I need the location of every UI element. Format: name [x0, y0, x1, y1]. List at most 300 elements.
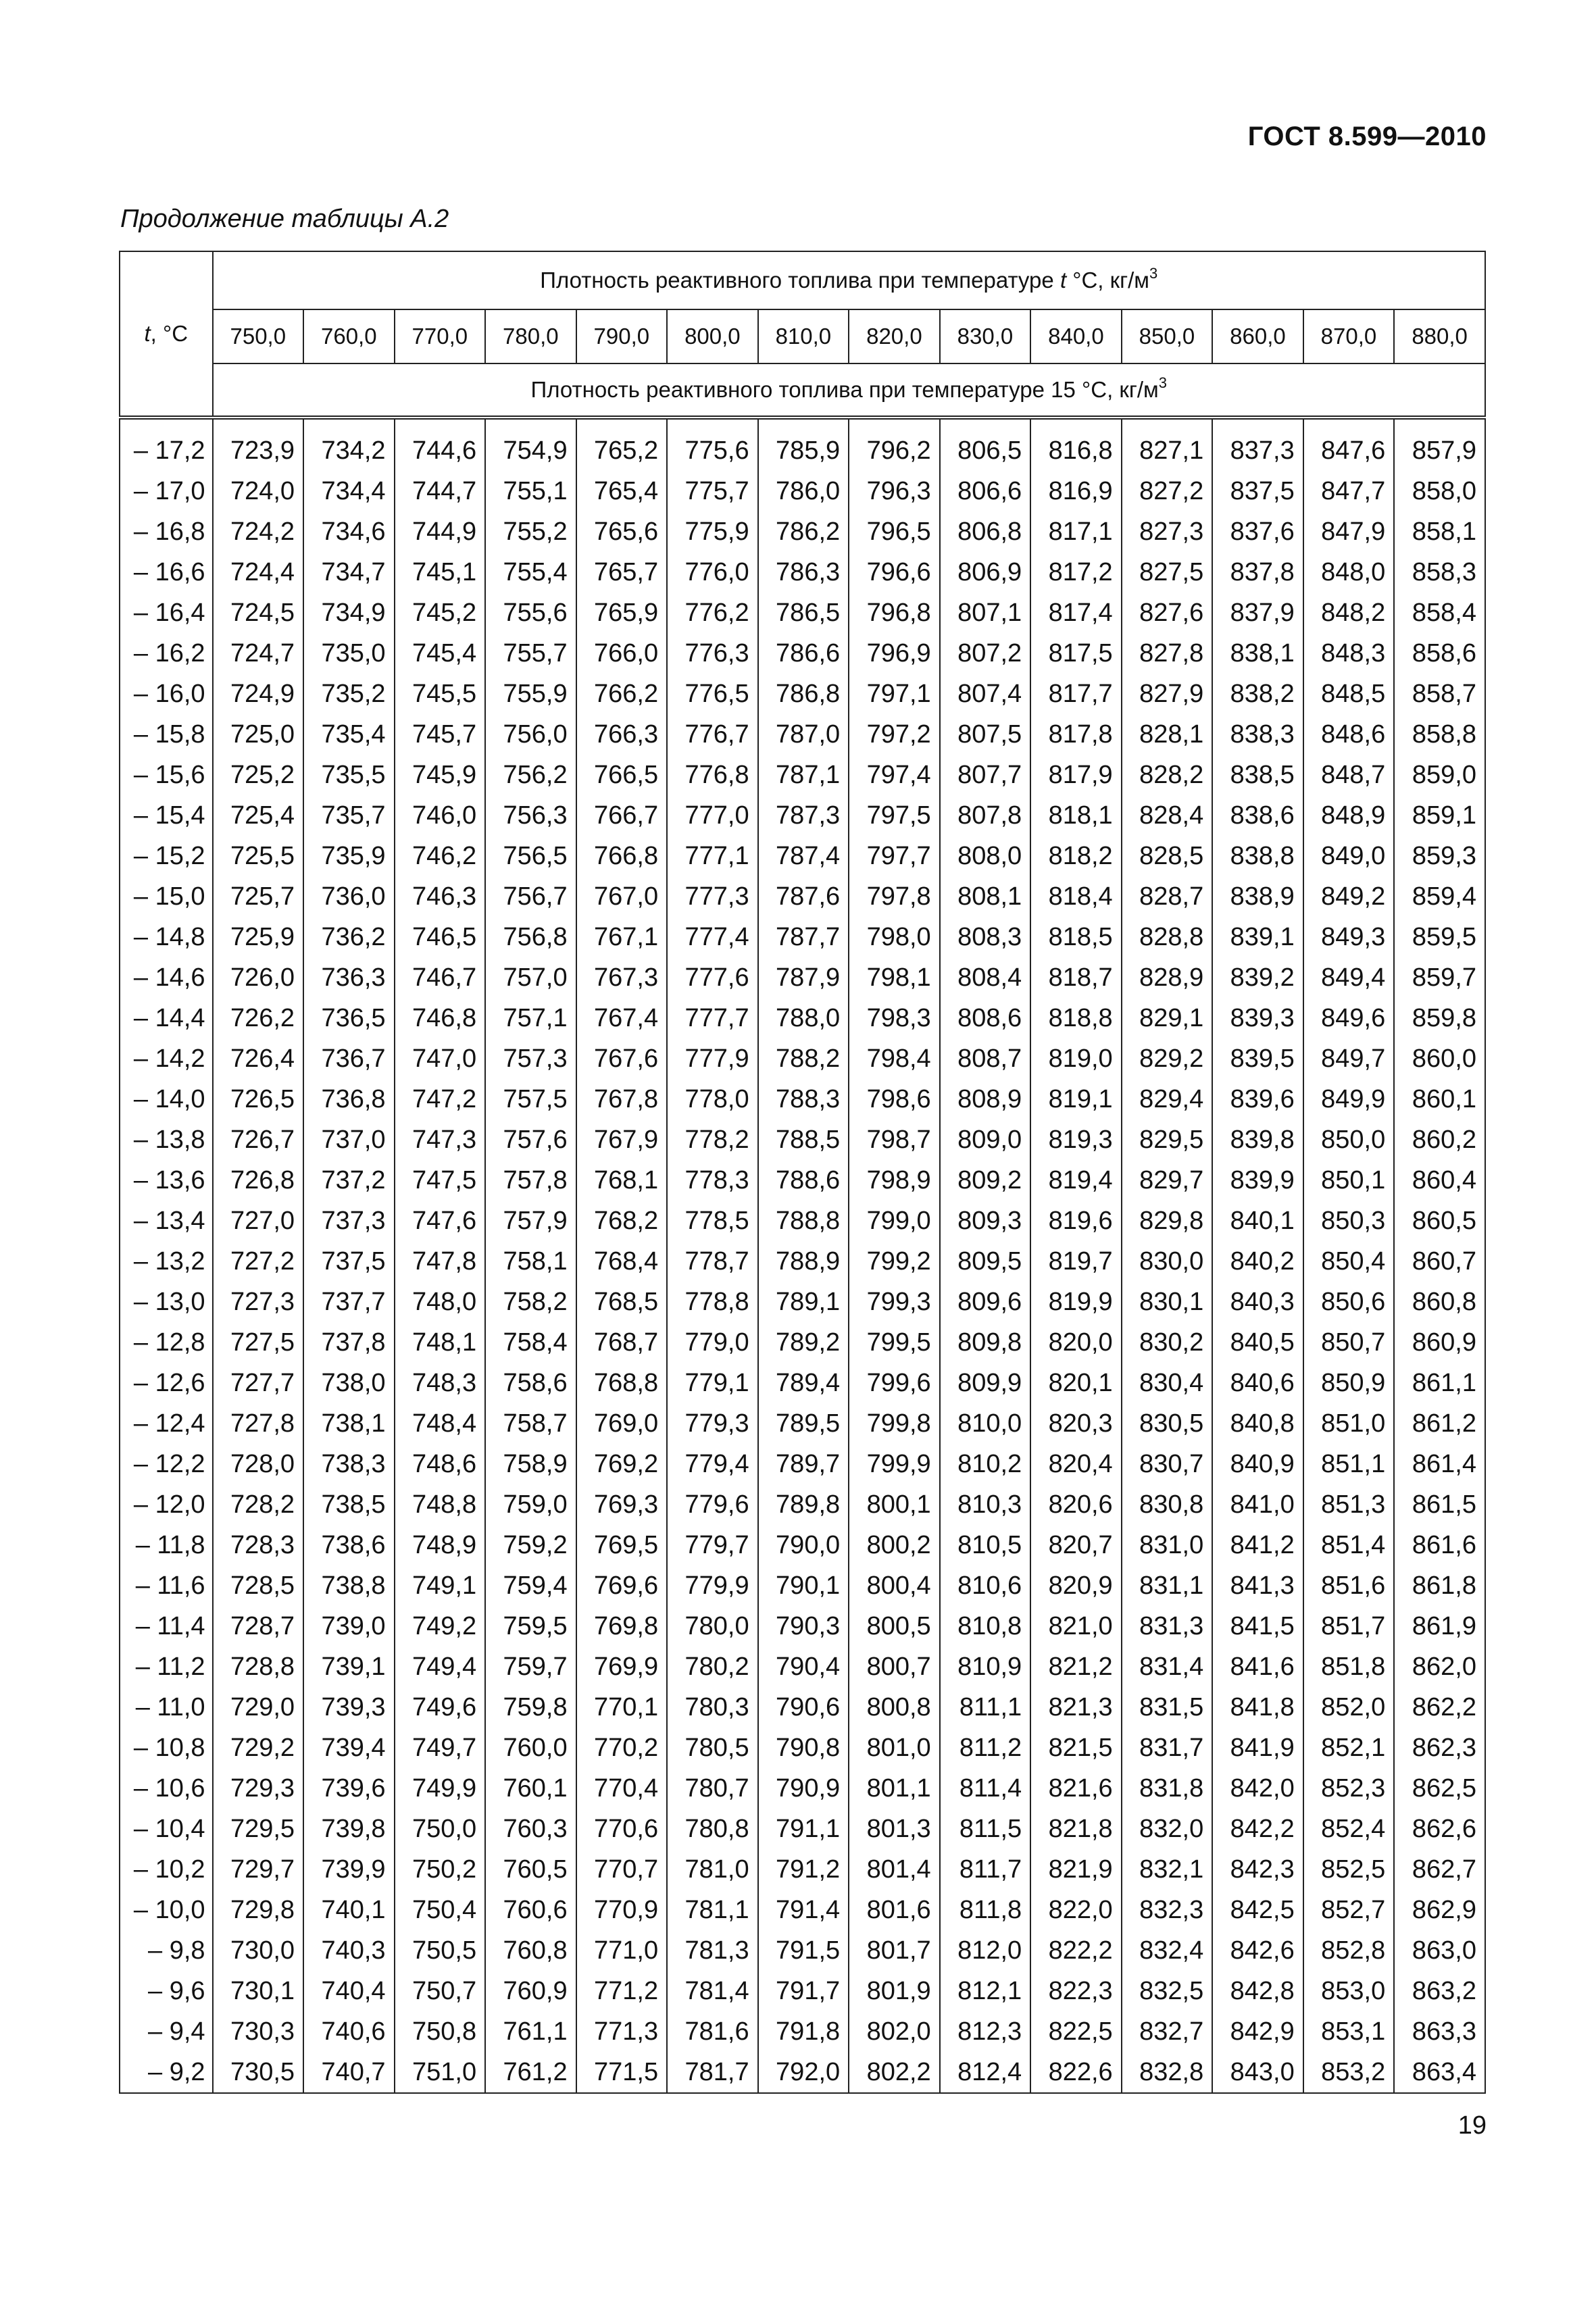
density-cell: 781,6: [667, 2011, 758, 2052]
density-cell: 759,2: [485, 1525, 576, 1565]
density-cell: 726,8: [213, 1160, 304, 1201]
density-cell: 832,3: [1122, 1890, 1213, 1930]
density-cell: 849,6: [1303, 998, 1395, 1038]
density-cell: 821,8: [1030, 1809, 1122, 1849]
density-cell: 768,1: [576, 1160, 668, 1201]
density-cell: 767,3: [576, 957, 668, 998]
density-cell: 766,0: [576, 633, 668, 674]
density-cell: 769,3: [576, 1484, 668, 1525]
column-value-header: 810,0: [758, 309, 849, 363]
density-cell: 789,7: [758, 1444, 849, 1484]
density-cell: 862,0: [1394, 1646, 1485, 1687]
density-cell: 830,1: [1122, 1282, 1213, 1322]
density-cell: 838,3: [1212, 714, 1303, 755]
density-cell: 839,9: [1212, 1160, 1303, 1201]
density-cell: 746,0: [395, 795, 486, 836]
density-cell: 768,8: [576, 1363, 668, 1403]
density-cell: 817,8: [1030, 714, 1122, 755]
table-subtitle-header: [213, 363, 1485, 418]
density-cell: 789,1: [758, 1282, 849, 1322]
density-cell: 739,1: [303, 1646, 395, 1687]
density-cell: 801,6: [849, 1890, 940, 1930]
density-cell: 837,9: [1212, 593, 1303, 633]
density-cell: 791,5: [758, 1930, 849, 1971]
density-cell: 828,4: [1122, 795, 1213, 836]
density-cell: 849,3: [1303, 917, 1395, 957]
density-cell: 778,2: [667, 1120, 758, 1160]
density-cell: 756,7: [485, 876, 576, 917]
density-cell: 761,2: [485, 2052, 576, 2093]
density-cell: 758,9: [485, 1444, 576, 1484]
density-cell: 840,6: [1212, 1363, 1303, 1403]
density-cell: 817,7: [1030, 674, 1122, 714]
density-cell: 801,4: [849, 1849, 940, 1890]
density-cell: 739,6: [303, 1768, 395, 1809]
density-cell: 848,2: [1303, 593, 1395, 633]
density-cell: 757,1: [485, 998, 576, 1038]
density-cell: 748,1: [395, 1322, 486, 1363]
temperature-cell: – 9,4: [120, 2011, 213, 2052]
density-cell: 821,0: [1030, 1606, 1122, 1646]
density-cell: 799,8: [849, 1403, 940, 1444]
density-cell: 737,0: [303, 1120, 395, 1160]
density-cell: 812,3: [940, 2011, 1031, 2052]
density-cell: 858,0: [1394, 471, 1485, 511]
density-cell: 739,9: [303, 1849, 395, 1890]
column-value-header: 750,0: [213, 309, 304, 363]
density-cell: 738,5: [303, 1484, 395, 1525]
density-cell: 808,3: [940, 917, 1031, 957]
density-cell: 758,1: [485, 1241, 576, 1282]
density-cell: 830,8: [1122, 1484, 1213, 1525]
density-cell: 737,3: [303, 1201, 395, 1241]
density-cell: 806,5: [940, 418, 1031, 471]
table-row: [120, 1038, 1485, 1079]
density-cell: 849,0: [1303, 836, 1395, 876]
density-cell: 847,6: [1303, 418, 1395, 471]
density-cell: 827,3: [1122, 511, 1213, 552]
density-cell: 786,3: [758, 552, 849, 593]
density-cell: 727,5: [213, 1322, 304, 1363]
density-cell: 798,4: [849, 1038, 940, 1079]
density-cell: 849,7: [1303, 1038, 1395, 1079]
density-cell: 832,8: [1122, 2052, 1213, 2093]
density-cell: 760,5: [485, 1849, 576, 1890]
density-cell: 817,2: [1030, 552, 1122, 593]
density-cell: 800,7: [849, 1646, 940, 1687]
temperature-cell: – 12,2: [120, 1444, 213, 1484]
density-cell: 859,5: [1394, 917, 1485, 957]
density-cell: 736,7: [303, 1038, 395, 1079]
density-cell: 858,1: [1394, 511, 1485, 552]
density-cell: 852,4: [1303, 1809, 1395, 1849]
density-cell: 861,9: [1394, 1606, 1485, 1646]
table-row: [120, 1484, 1485, 1525]
density-cell: 818,1: [1030, 795, 1122, 836]
density-cell: 756,5: [485, 836, 576, 876]
density-cell: 862,3: [1394, 1728, 1485, 1768]
temperature-cell: – 10,8: [120, 1728, 213, 1768]
density-cell: 791,1: [758, 1809, 849, 1849]
density-cell: 838,6: [1212, 795, 1303, 836]
density-cell: 750,0: [395, 1809, 486, 1849]
density-cell: 769,6: [576, 1565, 668, 1606]
density-cell: 770,7: [576, 1849, 668, 1890]
density-cell: 859,4: [1394, 876, 1485, 917]
table-caption: Продолжение таблицы А.2: [120, 205, 449, 233]
density-cell: 759,7: [485, 1646, 576, 1687]
density-cell: 831,0: [1122, 1525, 1213, 1565]
density-cell: 849,2: [1303, 876, 1395, 917]
density-cell: 797,7: [849, 836, 940, 876]
density-cell: 849,9: [1303, 1079, 1395, 1120]
density-cell: 819,6: [1030, 1201, 1122, 1241]
density-cell: 829,5: [1122, 1120, 1213, 1160]
temperature-column-header: [120, 251, 213, 418]
density-cell: 832,5: [1122, 1971, 1213, 2011]
density-cell: 781,4: [667, 1971, 758, 2011]
density-cell: 728,7: [213, 1606, 304, 1646]
density-cell: 807,2: [940, 633, 1031, 674]
table-row: [120, 1120, 1485, 1160]
density-cell: 779,3: [667, 1403, 758, 1444]
density-cell: 739,0: [303, 1606, 395, 1646]
density-cell: 853,1: [1303, 2011, 1395, 2052]
temperature-cell: – 16,2: [120, 633, 213, 674]
table-row: [120, 1282, 1485, 1322]
density-cell: 789,5: [758, 1403, 849, 1444]
density-cell: 777,4: [667, 917, 758, 957]
density-cell: 818,5: [1030, 917, 1122, 957]
density-cell: 828,9: [1122, 957, 1213, 998]
density-cell: 863,4: [1394, 2052, 1485, 2093]
density-cell: 737,7: [303, 1282, 395, 1322]
density-cell: 758,4: [485, 1322, 576, 1363]
density-cell: 800,4: [849, 1565, 940, 1606]
density-cell: 767,0: [576, 876, 668, 917]
density-cell: 781,0: [667, 1849, 758, 1890]
density-cell: 734,9: [303, 593, 395, 633]
density-cell: 780,2: [667, 1646, 758, 1687]
density-cell: 821,3: [1030, 1687, 1122, 1728]
density-cell: 798,9: [849, 1160, 940, 1201]
density-cell: 851,1: [1303, 1444, 1395, 1484]
density-cell: 738,8: [303, 1565, 395, 1606]
density-cell: 776,3: [667, 633, 758, 674]
temperature-cell: – 17,0: [120, 471, 213, 511]
density-cell: 860,1: [1394, 1079, 1485, 1120]
density-cell: 830,0: [1122, 1241, 1213, 1282]
density-cell: 820,1: [1030, 1363, 1122, 1403]
density-cell: 757,0: [485, 957, 576, 998]
density-cell: 749,2: [395, 1606, 486, 1646]
density-cell: 770,9: [576, 1890, 668, 1930]
density-cell: 750,2: [395, 1849, 486, 1890]
density-cell: 840,5: [1212, 1322, 1303, 1363]
table-row: [120, 957, 1485, 998]
density-cell: 862,5: [1394, 1768, 1485, 1809]
density-cell: 787,6: [758, 876, 849, 917]
temperature-cell: – 10,6: [120, 1768, 213, 1809]
density-cell: 852,5: [1303, 1849, 1395, 1890]
temperature-cell: – 14,0: [120, 1079, 213, 1120]
density-cell: 862,2: [1394, 1687, 1485, 1728]
table-row: [120, 511, 1485, 552]
density-cell: 748,0: [395, 1282, 486, 1322]
density-cell: 810,3: [940, 1484, 1031, 1525]
density-cell: 727,0: [213, 1201, 304, 1241]
density-cell: 861,5: [1394, 1484, 1485, 1525]
density-cell: 858,7: [1394, 674, 1485, 714]
density-cell: 831,4: [1122, 1646, 1213, 1687]
density-cell: 729,3: [213, 1768, 304, 1809]
density-cell: 796,2: [849, 418, 940, 471]
density-cell: 806,9: [940, 552, 1031, 593]
density-cell: 860,2: [1394, 1120, 1485, 1160]
density-cell: 808,9: [940, 1079, 1031, 1120]
density-cell: 807,7: [940, 755, 1031, 795]
density-cell: 790,8: [758, 1728, 849, 1768]
density-cell: 799,0: [849, 1201, 940, 1241]
density-cell: 786,5: [758, 593, 849, 633]
density-cell: 754,9: [485, 418, 576, 471]
density-cell: 769,8: [576, 1606, 668, 1646]
density-cell: 812,0: [940, 1930, 1031, 1971]
density-cell: 837,3: [1212, 418, 1303, 471]
density-cell: 729,2: [213, 1728, 304, 1768]
density-cell: 760,8: [485, 1930, 576, 1971]
temperature-cell: – 15,6: [120, 755, 213, 795]
density-cell: 736,2: [303, 917, 395, 957]
density-cell: 736,3: [303, 957, 395, 998]
density-cell: 838,8: [1212, 836, 1303, 876]
title-t-symbol: t: [1059, 268, 1067, 293]
density-cell: 728,0: [213, 1444, 304, 1484]
density-cell: 751,0: [395, 2052, 486, 2093]
temperature-cell: – 15,8: [120, 714, 213, 755]
density-cell: 817,1: [1030, 511, 1122, 552]
column-value-header: 880,0: [1394, 309, 1485, 363]
density-cell: 734,6: [303, 511, 395, 552]
density-cell: 744,7: [395, 471, 486, 511]
table-row: [120, 593, 1485, 633]
density-cell: 822,5: [1030, 2011, 1122, 2052]
density-cell: 822,2: [1030, 1930, 1122, 1971]
temperature-cell: – 15,2: [120, 836, 213, 876]
density-cell: 788,9: [758, 1241, 849, 1282]
density-cell: 862,9: [1394, 1890, 1485, 1930]
density-cell: 797,5: [849, 795, 940, 836]
density-cell: 819,1: [1030, 1079, 1122, 1120]
density-cell: 730,1: [213, 1971, 304, 2011]
table-row: [120, 1809, 1485, 1849]
column-value-header: 780,0: [485, 309, 576, 363]
density-cell: 860,4: [1394, 1160, 1485, 1201]
density-cell: 738,0: [303, 1363, 395, 1403]
density-cell: 734,4: [303, 471, 395, 511]
density-cell: 853,2: [1303, 2052, 1395, 2093]
column-values-row: [120, 309, 1485, 363]
density-cell: 830,4: [1122, 1363, 1213, 1403]
density-cell: 776,7: [667, 714, 758, 755]
table-row: [120, 1687, 1485, 1728]
density-cell: 766,2: [576, 674, 668, 714]
density-cell: 861,2: [1394, 1403, 1485, 1444]
density-cell: 829,1: [1122, 998, 1213, 1038]
density-cell: 749,4: [395, 1646, 486, 1687]
density-cell: 726,0: [213, 957, 304, 998]
density-cell: 787,4: [758, 836, 849, 876]
density-cell: 832,7: [1122, 2011, 1213, 2052]
density-cell: 816,9: [1030, 471, 1122, 511]
density-cell: 851,3: [1303, 1484, 1395, 1525]
density-cell: 771,0: [576, 1930, 668, 1971]
density-cell: 757,9: [485, 1201, 576, 1241]
density-cell: 861,8: [1394, 1565, 1485, 1606]
density-cell: 837,6: [1212, 511, 1303, 552]
density-cell: 842,5: [1212, 1890, 1303, 1930]
density-cell: 766,5: [576, 755, 668, 795]
density-cell: 787,0: [758, 714, 849, 755]
density-cell: 809,9: [940, 1363, 1031, 1403]
density-cell: 808,4: [940, 957, 1031, 998]
density-cell: 850,7: [1303, 1322, 1395, 1363]
density-cell: 724,0: [213, 471, 304, 511]
density-cell: 778,0: [667, 1079, 758, 1120]
density-cell: 749,6: [395, 1687, 486, 1728]
density-cell: 768,7: [576, 1322, 668, 1363]
density-cell: 757,5: [485, 1079, 576, 1120]
density-cell: 807,8: [940, 795, 1031, 836]
density-cell: 790,6: [758, 1687, 849, 1728]
density-cell: 817,4: [1030, 593, 1122, 633]
density-cell: 818,2: [1030, 836, 1122, 876]
density-cell: 818,8: [1030, 998, 1122, 1038]
density-cell: 779,1: [667, 1363, 758, 1403]
density-cell: 726,2: [213, 998, 304, 1038]
density-cell: 745,1: [395, 552, 486, 593]
density-cell: 740,7: [303, 2052, 395, 2093]
table-row: [120, 471, 1485, 511]
density-cell: 791,7: [758, 1971, 849, 2011]
temperature-cell: – 13,8: [120, 1120, 213, 1160]
density-cell: 811,2: [940, 1728, 1031, 1768]
density-cell: 776,0: [667, 552, 758, 593]
density-cell: 841,2: [1212, 1525, 1303, 1565]
density-cell: 788,0: [758, 998, 849, 1038]
density-cell: 821,9: [1030, 1849, 1122, 1890]
density-cell: 840,9: [1212, 1444, 1303, 1484]
column-value-header: 840,0: [1030, 309, 1122, 363]
density-cell: 725,0: [213, 714, 304, 755]
density-cell: 862,6: [1394, 1809, 1485, 1849]
table-row: [120, 1930, 1485, 1971]
density-cell: 781,7: [667, 2052, 758, 2093]
density-cell: 725,5: [213, 836, 304, 876]
density-cell: 796,8: [849, 593, 940, 633]
density-cell: 811,5: [940, 1809, 1031, 1849]
density-cell: 842,0: [1212, 1768, 1303, 1809]
density-cell: 757,3: [485, 1038, 576, 1079]
density-cell: 851,6: [1303, 1565, 1395, 1606]
density-cell: 792,0: [758, 2052, 849, 2093]
density-cell: 736,5: [303, 998, 395, 1038]
density-cell: 800,8: [849, 1687, 940, 1728]
density-cell: 809,3: [940, 1201, 1031, 1241]
density-cell: 827,9: [1122, 674, 1213, 714]
t-symbol: t: [144, 321, 151, 346]
density-cell: 820,6: [1030, 1484, 1122, 1525]
density-cell: 860,0: [1394, 1038, 1485, 1079]
temperature-cell: – 11,2: [120, 1646, 213, 1687]
density-cell: 857,9: [1394, 418, 1485, 471]
density-cell: 796,9: [849, 633, 940, 674]
density-cell: 759,8: [485, 1687, 576, 1728]
density-cell: 828,7: [1122, 876, 1213, 917]
density-cell: 850,1: [1303, 1160, 1395, 1201]
density-cell: 848,3: [1303, 633, 1395, 674]
density-cell: 809,8: [940, 1322, 1031, 1363]
density-cell: 820,3: [1030, 1403, 1122, 1444]
table-row: [120, 418, 1485, 471]
temperature-cell: – 10,4: [120, 1809, 213, 1849]
density-cell: 780,7: [667, 1768, 758, 1809]
density-cell: 849,4: [1303, 957, 1395, 998]
density-cell: 848,7: [1303, 755, 1395, 795]
density-cell: 734,2: [303, 418, 395, 471]
density-cell: 790,4: [758, 1646, 849, 1687]
density-cell: 745,4: [395, 633, 486, 674]
density-cell: 810,5: [940, 1525, 1031, 1565]
density-cell: 821,5: [1030, 1728, 1122, 1768]
temperature-cell: – 17,2: [120, 418, 213, 471]
density-cell: 861,4: [1394, 1444, 1485, 1484]
density-cell: 827,6: [1122, 593, 1213, 633]
table-row: [120, 1646, 1485, 1687]
density-cell: 736,8: [303, 1079, 395, 1120]
density-cell: 842,2: [1212, 1809, 1303, 1849]
density-cell: 770,4: [576, 1768, 668, 1809]
density-cell: 841,9: [1212, 1728, 1303, 1768]
density-cell: 728,5: [213, 1565, 304, 1606]
density-cell: 828,5: [1122, 836, 1213, 876]
density-cell: 858,4: [1394, 593, 1485, 633]
table-row: [120, 755, 1485, 795]
density-cell: 725,9: [213, 917, 304, 957]
density-cell: 800,2: [849, 1525, 940, 1565]
density-cell: 828,1: [1122, 714, 1213, 755]
density-cell: 810,2: [940, 1444, 1031, 1484]
density-cell: 724,9: [213, 674, 304, 714]
title-text: Плотность реактивного топлива при температуре: [540, 268, 1060, 293]
density-cell: 734,7: [303, 552, 395, 593]
density-cell: 809,5: [940, 1241, 1031, 1282]
density-cell: 750,7: [395, 1971, 486, 2011]
density-cell: 796,3: [849, 471, 940, 511]
density-cell: 840,8: [1212, 1403, 1303, 1444]
density-cell: 858,3: [1394, 552, 1485, 593]
density-cell: 831,1: [1122, 1565, 1213, 1606]
density-cell: 806,8: [940, 511, 1031, 552]
density-cell: 746,8: [395, 998, 486, 1038]
density-cell: 746,2: [395, 836, 486, 876]
density-cell: 766,7: [576, 795, 668, 836]
density-cell: 740,4: [303, 1971, 395, 2011]
density-cell: 801,0: [849, 1728, 940, 1768]
density-cell: 775,6: [667, 418, 758, 471]
temperature-cell: – 14,8: [120, 917, 213, 957]
density-cell: 749,1: [395, 1565, 486, 1606]
